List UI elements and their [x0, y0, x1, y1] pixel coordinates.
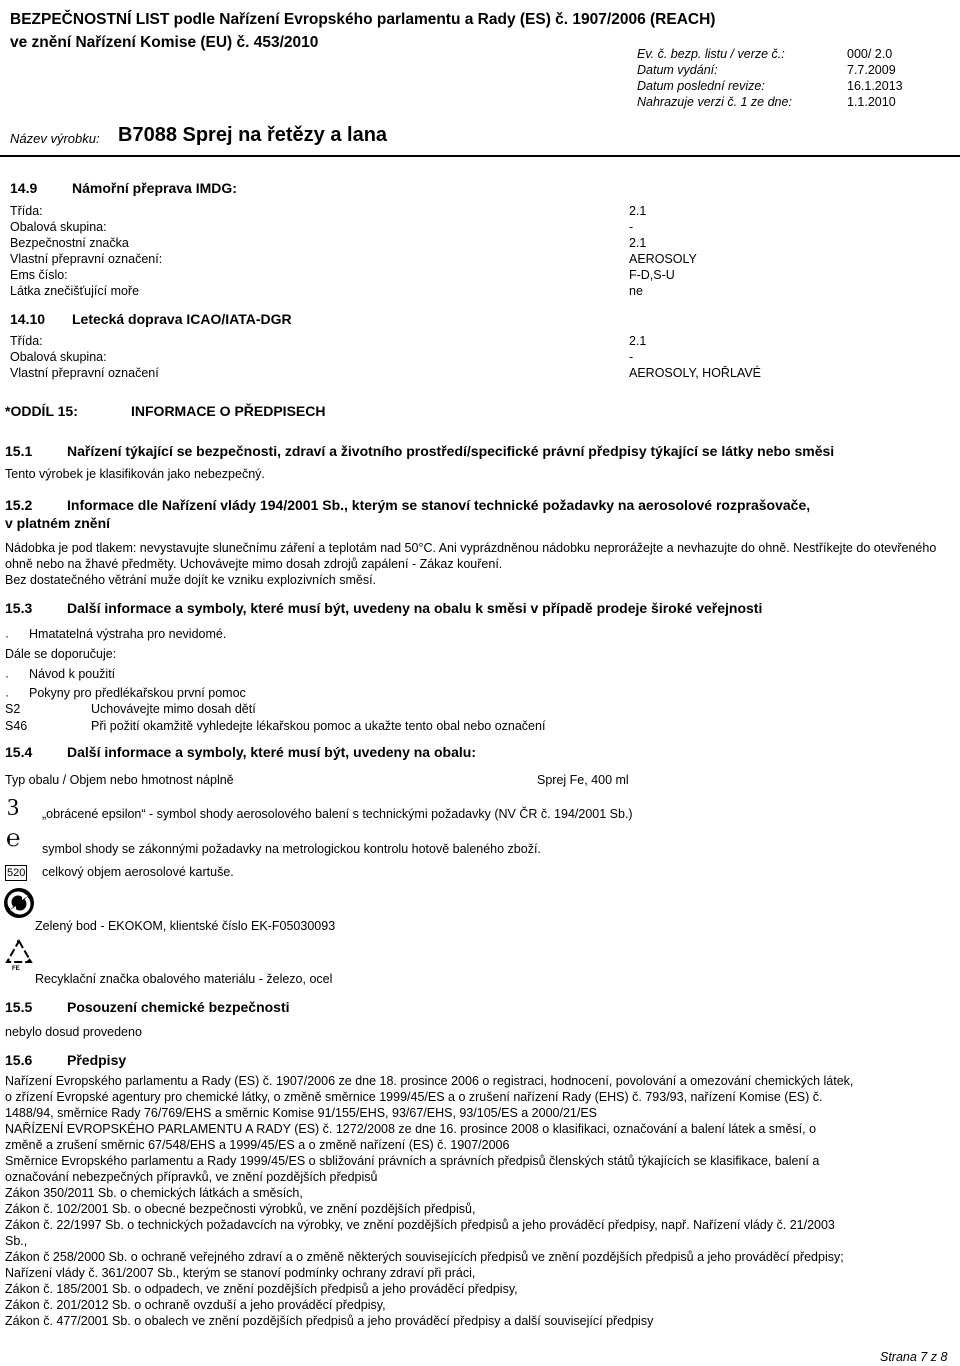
section-15-1-title: Nařízení týkající se bezpečnosti, zdraví a životního prostředí/specifické právní předpisy týkající se látky nebo směsi: [67, 443, 835, 459]
air-shipping-name-value: AEROSOLY, HOŘLAVÉ: [629, 366, 761, 380]
regulation-line: NAŘÍZENÍ EVROPSKÉHO PARLAMENTU A RADY (ES) č. 1272/2008 ze dne 16. prosince 2008 o klasifikaci, označování a balení látek a směsí, o: [5, 1122, 817, 1136]
section-15-3-number: 15.3: [5, 600, 33, 616]
section-15-4-title: Další informace a symboly, které musí být, uvedeny na obalu:: [67, 744, 476, 760]
regulation-line: Směrnice Evropského parlamentu a Rady 1999/45/ES o sbližování právních a správních předpisů členských států týkajících se klasifikace, balení a: [5, 1154, 820, 1168]
packaging-label: Typ obalu / Objem nebo hmotnost náplně: [5, 773, 234, 787]
imdg-ems-label: Ems číslo:: [10, 268, 68, 282]
section-15-3-title: Další informace a symboly, které musí být, uvedeny na obalu k směsi v případě prodeje široké veřejnosti: [67, 600, 763, 616]
imdg-packing-group-value: -: [629, 220, 634, 234]
imdg-class-label: Třída:: [10, 204, 43, 218]
section-15-5-number: 15.5: [5, 999, 33, 1015]
section-15-6-number: 15.6: [5, 1052, 33, 1068]
volume-520-text: celkový objem aerosolové kartuše.: [42, 865, 234, 879]
regulation-line: 1488/94, směrnice Rady 76/769/EHS a směrnic Komise 91/155/EHS, 93/67/EHS, 93/105/ES a 2000/21/ES: [5, 1106, 598, 1120]
regulation-line: Sb.,: [5, 1234, 28, 1248]
tactile-warning-item: Hmatatelná výstraha pro nevidomé.: [29, 627, 227, 641]
bullet-icon: ·: [5, 669, 9, 683]
imdg-ems-value: F-D,S-U: [629, 268, 675, 282]
section-14-9-title: Námořní přeprava IMDG:: [72, 180, 237, 196]
header-divider: [0, 155, 960, 157]
packaging-value: Sprej Fe, 400 ml: [537, 773, 629, 787]
meta-label-issued: Datum vydání:: [637, 63, 718, 77]
phrase-text-s2: Uchovávejte mimo dosah dětí: [91, 702, 256, 716]
first-aid-item: Pokyny pro předlékařskou první pomoc: [29, 686, 246, 700]
imdg-safety-mark-value: 2.1: [629, 236, 647, 250]
meta-value-replaces: 1.1.2010: [847, 95, 896, 109]
regulation-line: změně a zrušení směrnic 67/548/EHS a 1999/45/ES a o změně nařízení (ES) č. 1907/2006: [5, 1138, 510, 1152]
section-15-4-number: 15.4: [5, 744, 33, 760]
regulation-line: Zákon č. 201/2012 Sb. o ochraně ovzduší a jeho prováděcí předpisy,: [5, 1298, 386, 1312]
section-15-5-title: Posouzení chemické bezpečnosti: [67, 999, 290, 1015]
air-shipping-name-label: Vlastní přepravní označení: [10, 366, 159, 380]
section-15-1-text: Tento výrobek je klasifikován jako nebezpečný.: [5, 467, 265, 481]
regulation-line: Nařízení vlády č. 361/2007 Sb., kterým se stanoví podmínky ochrany zdraví při práci,: [5, 1266, 476, 1280]
phrase-code-s46: S46: [5, 719, 28, 733]
section-15-6-title: Předpisy: [67, 1052, 127, 1068]
imdg-shipping-name-value: AEROSOLY: [629, 252, 697, 266]
section-15-2-text: Nádobka je pod tlakem: nevystavujte slunečnímu záření a teplotám nad 50°C. Ani vyprázdněnou nádobku neprorážejte a nevhazujte do ohně. Nestříkejte do otevřeného ohně nebo na žhavé předměty. Uchovávejte mimo dosah zdrojů zapálení - Zákaz kouření.: [5, 541, 937, 571]
regulation-line: Nařízení Evropského parlamentu a Rady (ES) č. 1907/2006 ze dne 18. prosince 2006 o registraci, hodnocení, povolování a omezování chemických látek,: [5, 1074, 854, 1088]
estimated-sign-text: symbol shody se zákonnými požadavky na metrologickou kontrolu hotově baleného zboží.: [42, 842, 541, 856]
section-15-2-title: Informace dle Nařízení vlády 194/2001 Sb., kterým se stanoví technické požadavky na aerosolové rozprašovače,: [67, 497, 811, 513]
regulation-line: Zákon č. 477/2001 Sb. o obalech ve znění pozdějších předpisů a jeho prováděcí předpisy a další související předpisy: [5, 1314, 654, 1328]
regulation-line: Zákon č 258/2000 Sb. o ochraně veřejného zdraví a o změně některých souvisejících předpisů ve znění pozdějších předpisů a jeho prováděcí předpisy;: [5, 1250, 844, 1264]
bullet-icon: ·: [5, 629, 9, 643]
regulation-line: Zákon č. 185/2001 Sb. o odpadech, ve znění pozdějších předpisů a jeho prováděcí předpisy,: [5, 1282, 518, 1296]
green-dot-icon: [3, 887, 35, 919]
section-14-10-title: Letecká doprava ICAO/IATA-DGR: [72, 311, 292, 327]
meta-value-version: 000/ 2.0: [847, 47, 893, 61]
imdg-class-value: 2.1: [629, 204, 647, 218]
regulation-line: Zákon č. 22/1997 Sb. o technických požadavcích na výrobky, ve znění pozdějších předpisů a jeho prováděcí předpisy, např. Nařízení vlády č. 21/2003: [5, 1218, 835, 1232]
green-dot-text: Zelený bod - EKOKOM, klientské číslo EK-F05030093: [35, 919, 336, 933]
regulation-line: Zákon č. 102/2001 Sb. o obecné bezpečnosti výrobků, ve znění pozdějších předpisů,: [5, 1202, 476, 1216]
recommendation-label: Dále se doporučuje:: [5, 647, 117, 661]
recycling-material-mark: FE: [12, 966, 20, 972]
air-class-label: Třída:: [10, 334, 43, 348]
inverted-epsilon-icon: 3: [7, 795, 19, 821]
imdg-packing-group-label: Obalová skupina:: [10, 220, 107, 234]
imdg-safety-mark-label: Bezpečnostní značka: [10, 236, 129, 250]
section-14-9-number: 14.9: [10, 180, 38, 196]
imdg-marine-pollutant-label: Látka znečišťující moře: [10, 284, 140, 298]
estimated-sign-icon: ℮: [6, 826, 21, 852]
imdg-marine-pollutant-value: ne: [629, 284, 643, 298]
product-name: B7088 Sprej na řetězy a lana: [118, 124, 388, 146]
meta-label-replaces: Nahrazuje verzi č. 1 ze dne:: [637, 95, 792, 109]
document-title: BEZPEČNOSTNÍ LIST podle Nařízení Evropského parlamentu a Rady (ES) č. 1907/2006 (REACH): [10, 11, 716, 28]
regulation-line: označování nebezpečných přípravků, ve znění pozdějších předpisů: [5, 1170, 378, 1184]
section-15-1-number: 15.1: [5, 443, 33, 459]
section-14-10-number: 14.10: [10, 311, 46, 327]
air-packing-group-label: Obalová skupina:: [10, 350, 107, 364]
phrase-code-s2: S2: [5, 702, 21, 716]
air-packing-group-value: -: [629, 350, 634, 364]
product-label: Název výrobku:: [10, 131, 100, 146]
inverted-epsilon-text: „obrácené epsilon“ - symbol shody aerosolového balení s technickými požadavky (NV ČR č. 194/2001 Sb.): [42, 807, 633, 821]
section-15-2-title-cont: v platném znění: [5, 515, 111, 531]
regulation-line: Zákon 350/2011 Sb. o chemických látkách a směsích,: [5, 1186, 303, 1200]
regulation-line: o zřízení Evropské agentury pro chemické látky, o změně směrnice 1999/45/ES a o zrušení nařízení Rady (EHS) č. 793/93, nařízení Komise (ES) č.: [5, 1090, 823, 1104]
instructions-item: Návod k použití: [29, 667, 116, 681]
section-15-title: INFORMACE O PŘEDPISECH: [131, 403, 326, 419]
bullet-icon: ·: [5, 688, 9, 702]
meta-value-revised: 16.1.2013: [847, 79, 903, 93]
section-15-2-number: 15.2: [5, 497, 33, 513]
section-15-label: *ODDÍL 15:: [5, 403, 78, 419]
page-number: Strana 7 z 8: [880, 1350, 948, 1364]
recycling-text: Recyklační značka obalového materiálu - železo, ocel: [35, 972, 333, 986]
meta-label-version: Ev. č. bezp. listu / verze č.:: [637, 47, 785, 61]
air-class-value: 2.1: [629, 334, 647, 348]
recycling-icon: [4, 938, 34, 966]
meta-value-issued: 7.7.2009: [847, 63, 896, 77]
imdg-shipping-name-label: Vlastní přepravní označení:: [10, 252, 163, 266]
section-15-5-text: nebylo dosud provedeno: [5, 1025, 142, 1039]
phrase-text-s46: Při požití okamžitě vyhledejte lékařskou pomoc a ukažte tento obal nebo označení: [91, 719, 546, 733]
document-subtitle: ve znění Nařízení Komise (EU) č. 453/2010: [10, 34, 319, 51]
section-15-2-text-2: Bez dostatečného větrání muže dojít ke vzniku explozivních směsí.: [5, 573, 377, 587]
volume-520-icon: 520: [7, 867, 26, 879]
meta-label-revised: Datum poslední revize:: [637, 79, 765, 93]
